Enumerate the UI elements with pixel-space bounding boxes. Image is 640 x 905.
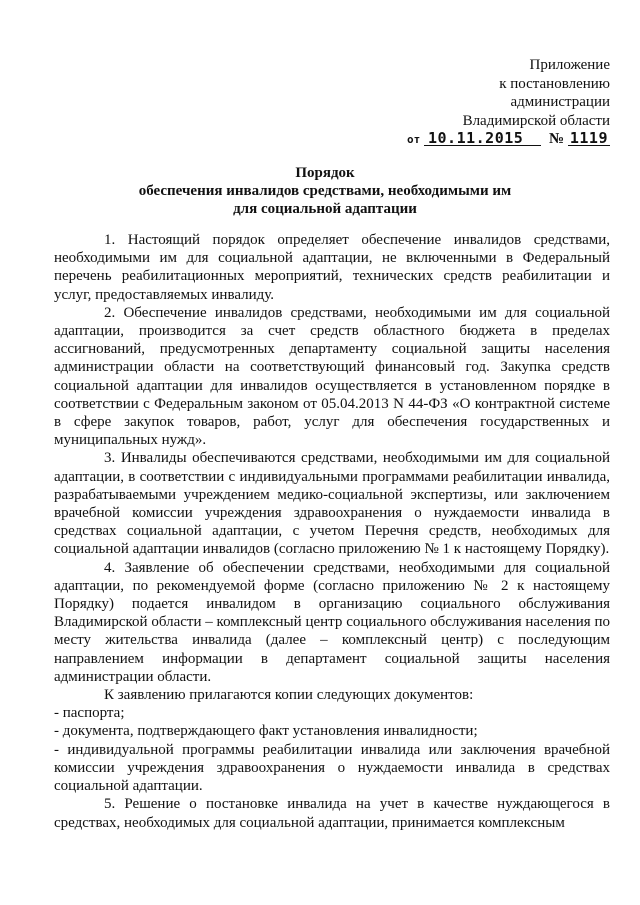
appendix-header [407,56,610,150]
document-title [60,164,590,218]
paragraph-1: 1. Настоящий порядок определяет обеспечение инвалидов средствами, необходимыми им для социальной адаптации, не включенными в Федеральный перечень реабилитационных мероприятий, технических средств реабилитации и услуг, предоставляемых инвалиду. [54,232,610,303]
paragraph-5: 5. Решение о постановке инвалида на учет в качестве нуждающегося в средствах, необходимых для социальной адаптации, принимается комплексным [54,796,610,831]
paragraph-2: 2. Обеспечение инвалидов средствами, необходимыми им для социальной адаптации, производится за счет средств областного бюджета в пределах ассигнований, предусмотренных департаменту социальной защиты населения администрации области на соответствующий финансовый год. Закупка средств социальной адаптации для инвалидов осуществляется в установленном порядке в соответствии с Федеральным законом от 05.04.2013 N 44-ФЗ «О контрактной системе в сфере закупок товаров, работ, услуг для обеспечения государственных и муниципальных нужд». [54,304,610,449]
paragraph-3: 3. Инвалиды обеспечиваются средствами, необходимыми им для социальной адаптации, в соответствии с индивидуальными программами реабилитации инвалида, разрабатываемыми учреждением медико-социальной экспертизы, или заключением врачебной комиссии учреждения здравоохранения о нуждаемости инвалида в средствах социальной адаптации, с учетом Перечня средств, необходимых для социальной адаптации инвалидов (согласно приложению № 1 к настоящему Порядку). [54,450,610,558]
document-body [54,231,610,832]
appendix-resolution: к постановлению [499,75,610,92]
number-value: 1119 [569,129,608,147]
appendix-region: Владимирской области [462,112,610,129]
attachment-rehab-program: - индивидуальной программы реабилитации инвалида или заключения врачебной комиссии учреждения здравоохранения о нуждаемости инвалида в средствах социальной адаптации. [54,741,610,795]
appendix-date-number [407,130,610,150]
appendix-administration: администрации [510,94,610,110]
paragraph-4: 4. Заявление об обеспечении средствами, необходимыми для социальной адаптации, по рекомендуемой форме (согласно приложению № 2 к настоящему Порядку) подается инвалидом в организацию социального обслуживания Владимирской области – комплексный центр социального обслуживания населения по месту жительства инвалида (далее – комплексный центр) с последующим направлением информации в департамент социальной защиты населения администрации области. [54,559,610,685]
attachment-disability-doc: - документа, подтверждающего факт установления инвалидности; [54,723,478,740]
title-line-2: обеспечения инвалидов средствами, необходимыми им [138,183,512,199]
number-sign: № [549,131,565,147]
title-line-3: для социальной адаптации [233,201,417,217]
date-value: 10.11.2015 [424,131,541,146]
attachment-passport: - паспорта; [54,705,125,722]
title-line-1: Порядок [295,165,355,181]
date-prefix: от [406,133,421,146]
attachments-intro: К заявлению прилагаются копии следующих документов: [104,687,474,704]
appendix-title: Приложение [529,57,610,73]
